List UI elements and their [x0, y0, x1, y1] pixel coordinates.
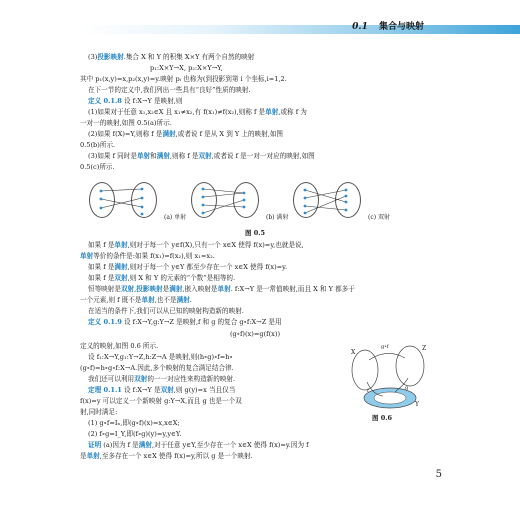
text-line: 定义 0.1.9 设 f:X→Y,g:Y→Z 是映射,f 和 g 的复合 g∘f:X→Z 是用	[88, 318, 282, 326]
section-number: 0.1	[352, 22, 368, 32]
label-f: f	[367, 388, 369, 394]
set-x-ellipse	[352, 350, 378, 390]
text-line: 如果 f 是单射,则对于每一个 y∈f(X),只有一个 x∈X 使得 f(x)=y,也就是说,	[88, 241, 304, 249]
label-gof: g∘f	[381, 344, 389, 350]
text-line: 单射等价的条件是:如果 f(x₁)=f(x₂),则 x₁=x₂.	[80, 252, 215, 260]
text-line: 在适当的条件下,我们可以从已知的映射构造新的映射.	[88, 307, 244, 315]
text-line: (g∘f)=h∘g∘f:X→A.因此,多个映射的复合满足结合律.	[80, 364, 234, 372]
figure-0-6-label: 图 0.6	[372, 414, 393, 422]
label-x: X	[351, 349, 356, 356]
text-line: (2)如果 f(X)=Y,则称 f 是满射,或者说 f 是从 X 到 Y 上的映射,如图	[88, 130, 284, 138]
header-band	[0, 0, 520, 42]
text-line: 一个元素,则 f 既不是单射,也不是满射.	[80, 296, 192, 304]
label-g: g	[405, 385, 409, 391]
arrows-injective	[85, 180, 161, 220]
figure-0-5-label: 图 0.5	[244, 229, 266, 237]
arrow-gof	[369, 353, 405, 360]
caption-surjective: (b) 满射	[266, 214, 289, 221]
label-z: Z	[422, 345, 427, 352]
text-line: 其中 p₁(x,y)=x,p₂(x,y)=y.映射 pᵢ 也称为(到投影到第 i 个坐标,i=1,2.	[80, 75, 287, 83]
text-line: p₁:X×Y→X, p₂:X×Y→Y,	[150, 64, 223, 72]
text-line: 定义 0.1.8 设 f:X→Y 是映射,则	[88, 97, 183, 105]
text-line: 0.5(c)所示.	[80, 163, 115, 171]
text-line: 证明 (a)因为 f 是满射,对于任意 y∈Y,至少存在一个 x∈X 使得 f(x)=y.因为 f	[88, 441, 309, 449]
text-line: 定义的映射,如图 0.6 所示.	[80, 342, 159, 350]
text-line: 一对一的映射,如图 0.5(a)所示.	[80, 119, 172, 127]
header-color-bar	[80, 25, 520, 34]
text-line: (g∘f)(x)=g(f(x))	[229, 330, 281, 338]
caption-injective: (a) 单射	[164, 214, 187, 221]
text-line: (3)如果 f 同时是单射和满射,则称 f 是双射,或者说 f 是一对一对应的映射,如图	[88, 152, 315, 160]
text-line: (1)如果对于任意 x₁,x₂∈X 且 x₁≠x₂,有 f(x₁)≠f(x₂),则称 f 是单射,或称 f 为	[88, 108, 307, 116]
text-line: 设 f₁:X→Y,g₁:Y→Z,h:Z→A 是映射,则(h∘g)∘f=h∘	[88, 353, 233, 361]
text-line: 我们还可以利用双射的一一对应性来构造新的映射.	[88, 375, 236, 383]
figure-0-5	[85, 180, 385, 230]
figure-injective	[85, 180, 161, 226]
arrows-surjective	[187, 180, 263, 220]
page-number: 5	[435, 469, 442, 480]
text-line: 如果 f 是满射,则对于每一个 y∈Y 都至少存在一个 x∈X 使得 f(x)=y.	[88, 263, 288, 271]
section-title: 集合与映射	[378, 22, 424, 32]
running-header	[352, 19, 424, 32]
text-line: 在下一节的定义中,我们列出一些具有“良好”性质的映射.	[88, 86, 251, 94]
text-line: 定理 0.1.1 设 f:X→Y 是双射,则 g(y)=x 当且仅当	[88, 386, 236, 394]
figure-0-6	[345, 340, 435, 410]
text-line: 如果 f 是双射,则 X 和 Y 的元素的“个数”是相等的.	[88, 274, 236, 282]
text-line: (2) f∘g=I_Y,即(f∘g)(y)=y,y∈Y.	[88, 430, 182, 438]
text-line: (1) g∘f=Iₓ,即(g∘f)(x)=x,x∈X;	[88, 419, 180, 427]
caption-bijective: (c) 双射	[368, 214, 390, 221]
label-y: Y	[415, 401, 419, 408]
image-subset	[374, 392, 406, 404]
text-line: (3)投影映射.集合 X 和 Y 的积集 X×Y 有两个自然的映射	[88, 53, 255, 61]
set-z-ellipse	[396, 345, 427, 386]
figure-bijective	[289, 180, 365, 226]
figure-surjective	[187, 180, 263, 226]
text-line: f(x)=y 可以定义一个新映射 g:Y→X,而且 g 也是一个双	[80, 397, 242, 405]
text-line: 是单射,至多存在一个 x∈X 使得 f(x)=y,所以 g 是一个映射.	[80, 452, 253, 460]
text-line: 射,同时满足:	[80, 408, 118, 416]
arrows-bijective	[289, 180, 365, 220]
text-line: 0.5(b)所示.	[80, 141, 116, 149]
text-line: 恒等映射是双射,投影映射是满射,嵌入映射是单射. f:X→Y 是一常值映射,而且 X 和 Y 都多于	[88, 285, 355, 293]
